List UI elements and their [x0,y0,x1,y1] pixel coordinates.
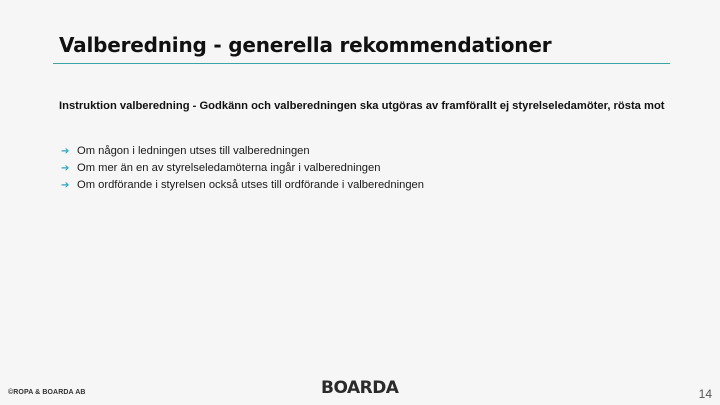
arrow-right-icon: ➔ [61,146,70,157]
page-number: 14 [698,387,712,401]
list-item [61,143,424,160]
slide-title: Valberedning - generella rekommendationer [59,33,552,57]
boarda-logo: BOARDA [321,378,399,398]
arrow-right-icon: ➔ [61,180,70,191]
bullet-text: Om någon i ledningen utses till valberedningen [77,145,310,157]
copyright-text: ©ROPA & BOARDA AB [8,389,86,396]
bullet-list [61,143,424,194]
list-item [61,160,424,177]
instruction-text: Instruktion valberedning - Godkänn och valberedningen ska utgöras av framförallt ej styrelseledamöter, rösta mot [59,100,665,112]
bullet-text: Om mer än en av styrelseledamöterna ingår i valberedningen [77,162,381,174]
list-item [61,177,424,194]
bullet-text: Om ordförande i styrelsen också utses till ordförande i valberedningen [77,179,424,191]
arrow-right-icon: ➔ [61,163,70,174]
title-divider [53,63,670,64]
